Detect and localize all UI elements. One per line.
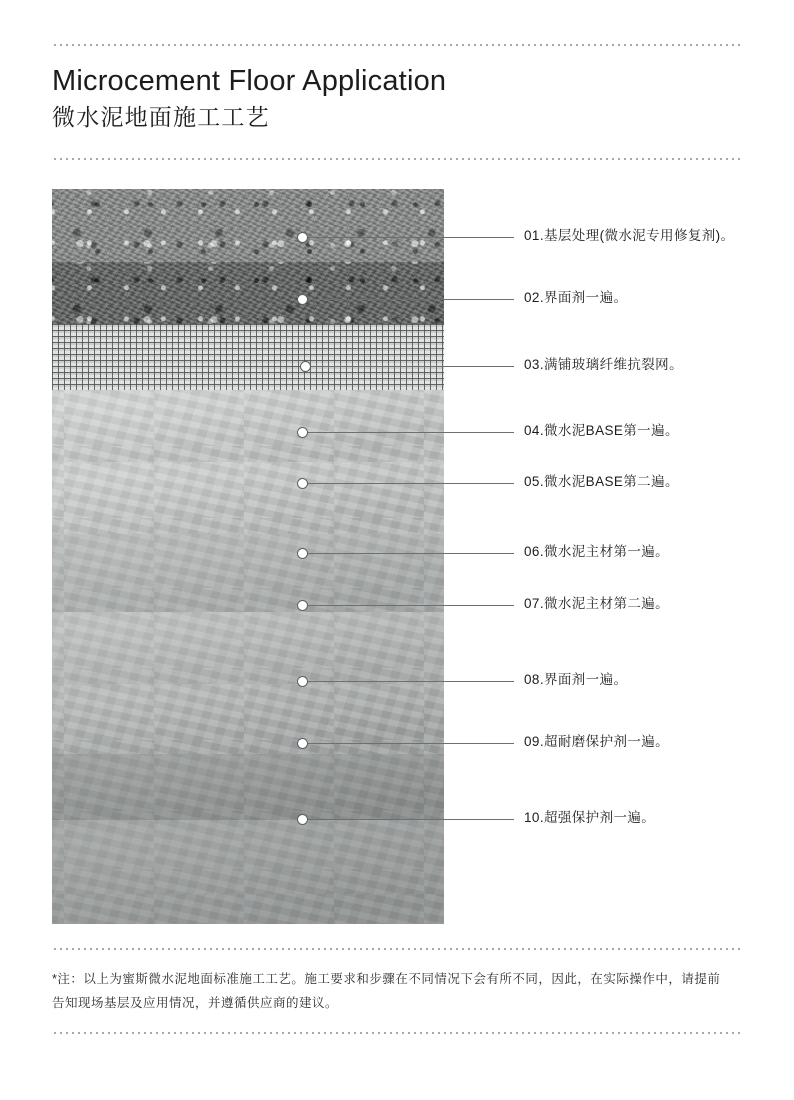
divider-top (52, 44, 742, 46)
callout-label-09: 09.超耐磨保护剂一遍。 (524, 734, 670, 749)
callout-dot-04 (297, 427, 308, 438)
divider-under-title (52, 158, 742, 160)
callout-label-06: 06.微水泥主材第一遍。 (524, 544, 670, 559)
callout-leader-04 (308, 432, 514, 433)
callout-leader-05 (308, 483, 514, 484)
callout-label-04: 04.微水泥BASE第一遍。 (524, 423, 679, 438)
callout-leader-10 (308, 819, 514, 820)
title-english: Microcement Floor Application (52, 65, 447, 97)
callout-leader-02 (308, 299, 514, 300)
callout-leader-09 (308, 743, 514, 744)
callout-dot-07 (297, 600, 308, 611)
callout-leader-08 (308, 681, 514, 682)
callout-leader-03 (311, 366, 514, 367)
callout-dot-08 (297, 676, 308, 687)
page-title (52, 63, 742, 133)
divider-above-footnote (52, 948, 742, 950)
footnote-line-1: *注：以上为蜜斯微水泥地面标准施工工艺。施工要求和步骤在不同情况下会有所不同，因此，在实际操作中，请提前 (52, 972, 721, 986)
callout-label-10: 10.超强保护剂一遍。 (524, 810, 656, 825)
layer-diagram (52, 189, 742, 924)
callout-label-01: 01.基层处理(微水泥专用修复剂)。 (524, 228, 735, 243)
callout-leader-06 (308, 553, 514, 554)
callout-label-03: 03.满铺玻璃纤维抗裂网。 (524, 357, 683, 372)
callout-dot-09 (297, 738, 308, 749)
callout-dot-06 (297, 548, 308, 559)
divider-bottom (52, 1032, 742, 1034)
callout-dot-10 (297, 814, 308, 825)
callout-label-07: 07.微水泥主材第二遍。 (524, 596, 670, 611)
callout-group (52, 189, 742, 924)
callout-dot-02 (297, 294, 308, 305)
callout-leader-01 (308, 237, 514, 238)
callout-dot-05 (297, 478, 308, 489)
title-chinese: 微水泥地面施工工艺 (52, 104, 270, 130)
callout-dot-01 (297, 232, 308, 243)
callout-leader-07 (308, 605, 514, 606)
footnote-line-2: 告知现场基层及应用情况，并遵循供应商的建议。 (52, 996, 339, 1010)
callout-label-02: 02.界面剂一遍。 (524, 290, 628, 305)
callout-label-05: 05.微水泥BASE第二遍。 (524, 474, 679, 489)
callout-dot-03 (300, 361, 311, 372)
footnote (52, 967, 742, 1015)
callout-label-08: 08.界面剂一遍。 (524, 672, 628, 687)
